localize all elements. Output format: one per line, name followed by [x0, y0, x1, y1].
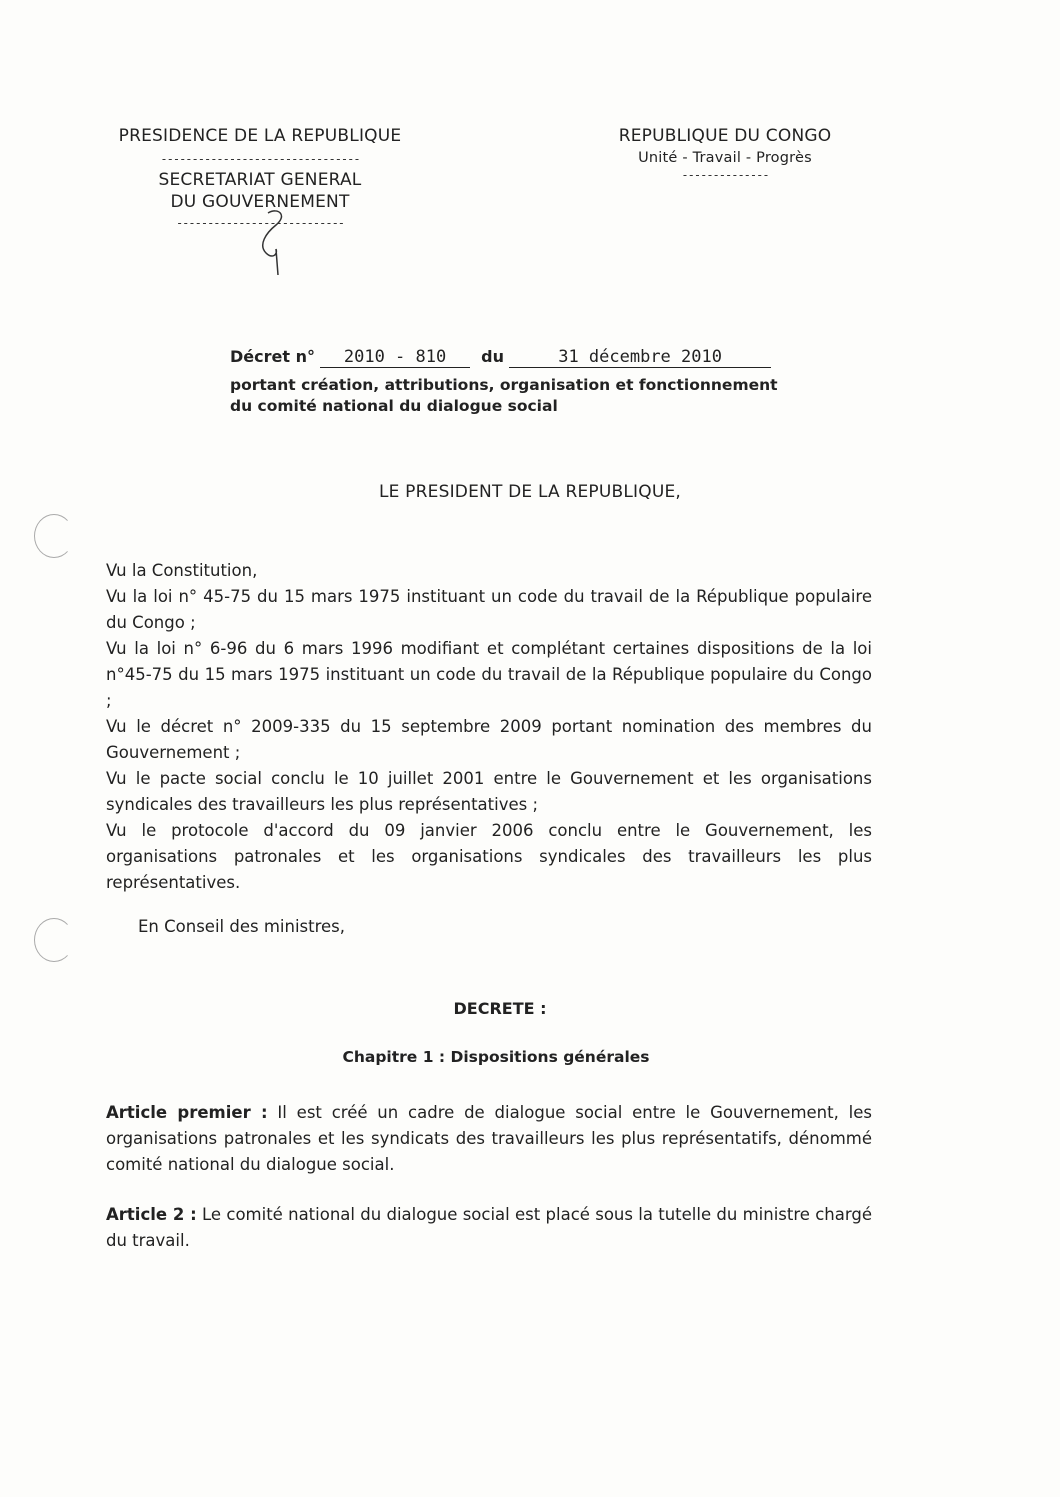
article-label: Article 2 : — [106, 1205, 197, 1224]
visa-item: Vu le pacte social conclu le 10 juillet 2001 entre le Gouvernement et les organisations syndicales des travailleurs les plus représentatives ; — [106, 769, 872, 814]
motto: Unité - Travail - Progrès — [638, 150, 812, 166]
chapter-heading: Chapitre 1 : Dispositions générales — [342, 1048, 650, 1066]
visa-item: Vu la loi n° 45-75 du 15 mars 1975 instituant un code du travail de la République populaire du Congo ; — [106, 587, 872, 632]
decree-date: 31 décembre 2010 — [509, 347, 771, 368]
article-text: Il est créé un cadre de dialogue social entre le Gouvernement, les organisations patronales et les syndicats des travailleurs les plus représentatifs, dénommé comité national du dialogue social. — [106, 1103, 872, 1174]
decree-prefix: Décret n° — [230, 347, 315, 366]
decree-number: 2010 - 810 — [320, 347, 470, 368]
republique-label: REPUBLIQUE DU CONGO — [618, 126, 832, 146]
visas-block — [106, 558, 872, 896]
visa-item: Vu la Constitution, — [106, 561, 258, 580]
article-2 — [106, 1202, 872, 1254]
separator-dashes: --------------------------- — [175, 216, 345, 230]
separator-dashes: -------------------------------- — [160, 152, 360, 166]
decrete-heading: DECRETE : — [453, 999, 547, 1018]
visa-item: Vu le protocole d'accord du 09 janvier 2006 conclu entre le Gouvernement, les organisations patronales et les organisations syndicales des travailleurs les plus représentatives. — [106, 821, 872, 892]
article-text: Le comité national du dialogue social est placé sous la tutelle du ministre chargé du travail. — [106, 1205, 872, 1250]
gouvernement-label: DU GOUVERNEMENT — [170, 192, 350, 212]
separator-dashes: -------------- — [681, 168, 769, 182]
decree-du: du — [481, 347, 504, 366]
council-line: En Conseil des ministres, — [138, 917, 346, 936]
punch-hole-icon — [34, 918, 74, 962]
punch-hole-icon — [34, 514, 74, 558]
secretariat-label: SECRETARIAT GENERAL — [158, 170, 362, 190]
visa-item: Vu le décret n° 2009-335 du 15 septembre 2009 portant nomination des membres du Gouvernement ; — [106, 717, 872, 762]
initials-scribble-icon — [248, 205, 298, 280]
decree-title — [230, 347, 850, 415]
header-right — [590, 126, 860, 182]
article-premier — [106, 1100, 872, 1178]
decree-subject-line1: portant création, attributions, organisation et fonctionnement — [230, 376, 778, 394]
president-title: LE PRESIDENT DE LA REPUBLIQUE, — [378, 482, 682, 502]
visa-item: Vu la loi n° 6-96 du 6 mars 1996 modifiant et complétant certaines dispositions de la loi n°45-75 du 15 mars 1975 instituant un code du travail de la République populaire du Congo ; — [106, 639, 872, 710]
article-label: Article premier : — [106, 1103, 268, 1122]
decree-subject-line2: du comité national du dialogue social — [230, 397, 558, 415]
presidence-label: PRESIDENCE DE LA REPUBLIQUE — [118, 126, 402, 146]
